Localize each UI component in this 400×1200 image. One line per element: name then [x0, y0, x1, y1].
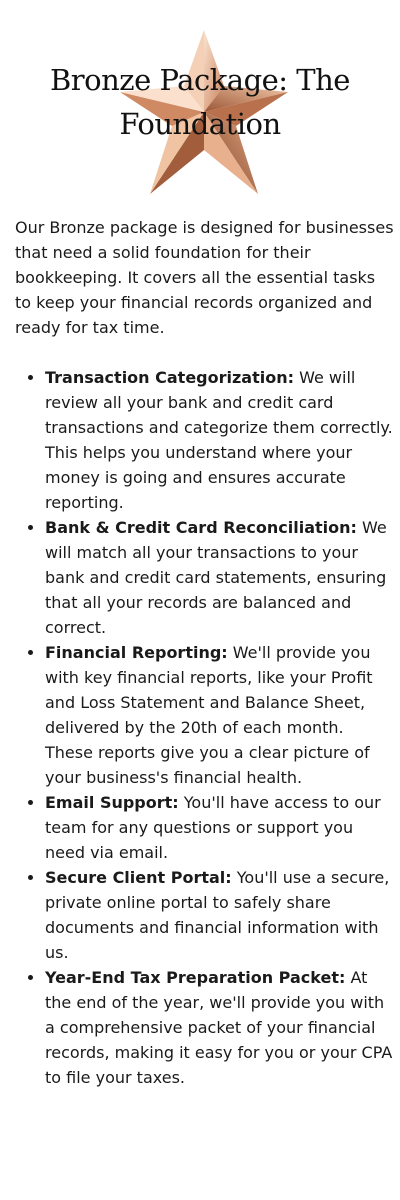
- feature-text: We'll provide you with key financial reports, like your Profit and Loss Statement and Balance Sheet, delivered by the 20th of each month. These reports give you a clear picture of your business's financial health.: [45, 643, 373, 787]
- list-item: [45, 515, 395, 640]
- feature-text: We will review all your bank and credit card transactions and categorize them correctly. This helps you understand where your money is going and ensures accurate reporting.: [45, 368, 393, 512]
- feature-title: Year-End Tax Preparation Packet:: [45, 968, 346, 987]
- list-item: [45, 640, 395, 790]
- feature-text: At the end of the year, we'll provide you with a comprehensive packet of your financial records, making it easy for you or your CPA to file your taxes.: [45, 968, 393, 1087]
- package-description: [15, 215, 395, 1090]
- feature-title: Secure Client Portal:: [45, 868, 232, 887]
- list-item: [45, 965, 395, 1090]
- feature-title: Transaction Categorization:: [45, 368, 295, 387]
- feature-text: We will match all your transactions to your bank and credit card statements, ensuring that all your records are balanced and correct.: [45, 518, 387, 637]
- list-item: [45, 865, 395, 965]
- hero-header: [0, 0, 400, 205]
- feature-text: You'll use a secure, private online portal to safely share documents and financial information with us.: [45, 868, 390, 962]
- feature-title: Financial Reporting:: [45, 643, 228, 662]
- list-item: [45, 365, 395, 515]
- list-item: [45, 790, 395, 865]
- page-title: Bronze Package: The Foundation: [50, 63, 350, 141]
- feature-list: [15, 365, 395, 1090]
- feature-text: You'll have access to our team for any questions or support you need via email.: [45, 793, 381, 862]
- feature-title: Email Support:: [45, 793, 179, 812]
- feature-title: Bank & Credit Card Reconciliation:: [45, 518, 357, 537]
- intro-paragraph: Our Bronze package is designed for businesses that need a solid foundation for their bookkeeping. It covers all the essential tasks to keep your financial records organized and ready for tax time.: [15, 218, 394, 337]
